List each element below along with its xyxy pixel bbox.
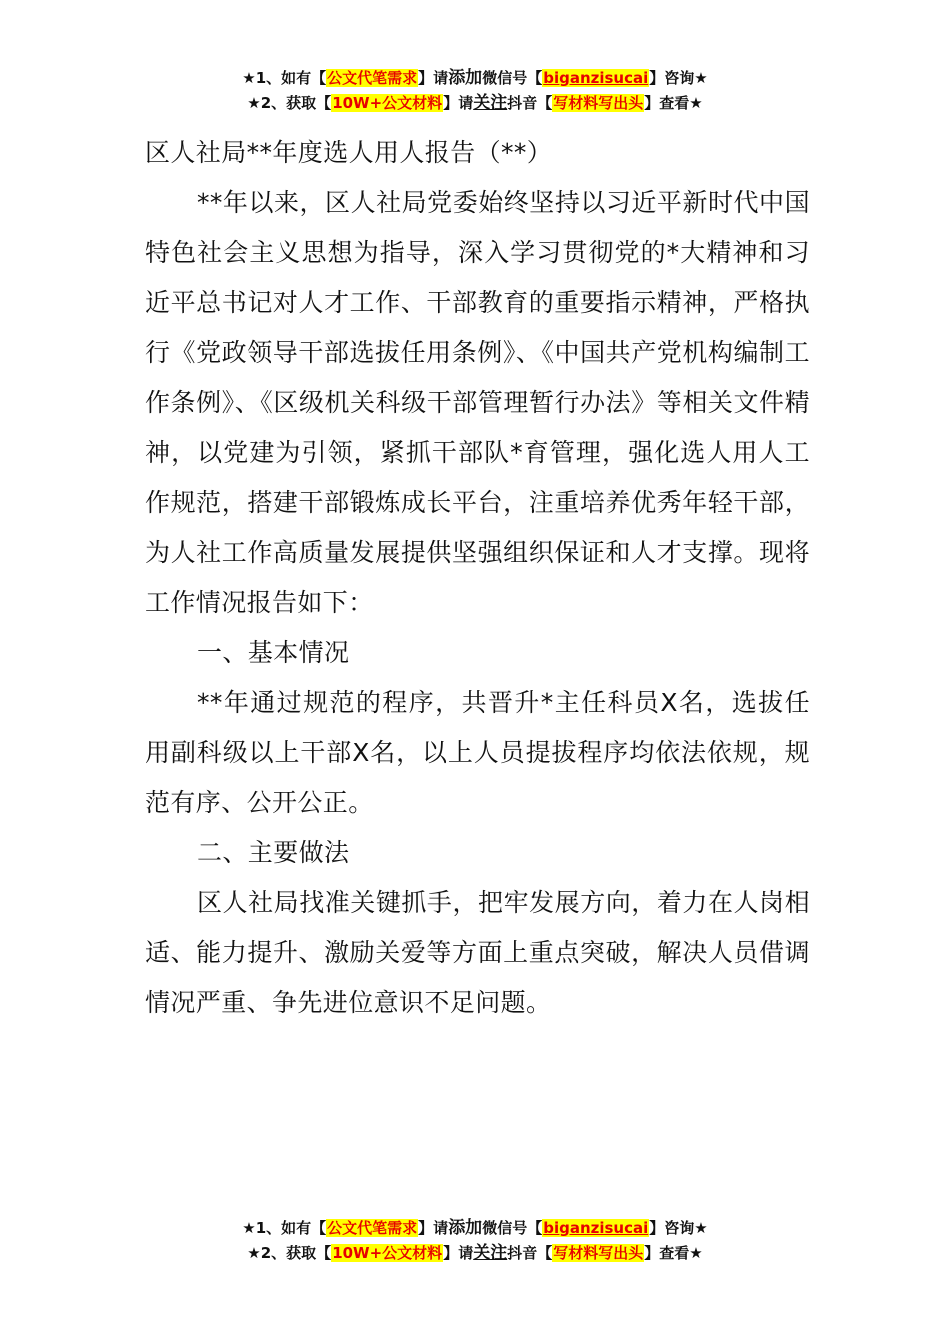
promo-text: 抖音【 bbox=[507, 94, 553, 112]
star-icon: ★ bbox=[694, 69, 708, 87]
promo-line-1 bbox=[0, 66, 950, 91]
emphasis-follow: 关注 bbox=[473, 93, 508, 113]
promo-text: 】查看 bbox=[644, 1244, 690, 1262]
emphasis-add: 添加 bbox=[448, 68, 483, 88]
emphasis-follow: 关注 bbox=[473, 1243, 508, 1263]
highlight-materials: 10W+公文材料 bbox=[332, 94, 443, 112]
star-icon: ★ bbox=[247, 94, 261, 112]
star-icon: ★ bbox=[689, 94, 703, 112]
highlight-service: 公文代笔需求 bbox=[327, 69, 418, 87]
promo-text: 2、获取【 bbox=[260, 94, 332, 112]
intro-paragraph: **年以来，区人社局党委始终坚持以习近平新时代中国特色社会主义思想为指导，深入学习贯彻党的*大精神和习近平总书记对人才工作、干部教育的重要指示精神，严格执行《党政领导干部选拔任用条例》、《中国共产党机构编制工作条例》、《区级机关科级干部管理暂行办法》等相关文件精神，以党建为引领，紧抓干部队*育管理，强化选人用人工作规范，搭建干部锻炼成长平台，注重培养优秀年轻干部，为人社工作高质量发展提供坚强组织保证和人才支撑。现将工作情况报告如下： bbox=[145, 188, 810, 617]
promo-line-2 bbox=[0, 1241, 950, 1266]
section2-paragraph: 区人社局找准关键抓手，把牢发展方向，着力在人岗相适、能力提升、激励关爱等方面上重点突破，解决人员借调情况严重、争先进位意识不足问题。 bbox=[145, 888, 810, 1017]
douyin-account-link[interactable]: 写材料写出头 bbox=[553, 1244, 644, 1262]
wechat-id-link[interactable]: biganzisucai bbox=[543, 1219, 649, 1237]
promo-text: 】请 bbox=[443, 1244, 474, 1262]
document-body bbox=[145, 128, 810, 1028]
section1-paragraph: **年通过规范的程序，共晋升*主任科员X名，选拔任用副科级以上干部X名，以上人员提拔程序均依法依规，规范有序、公开公正。 bbox=[145, 688, 810, 817]
emphasis-add: 添加 bbox=[448, 1218, 483, 1238]
star-icon: ★ bbox=[242, 1219, 256, 1237]
promo-text: 】查看 bbox=[644, 94, 690, 112]
promo-text: 微信号【 bbox=[482, 1219, 543, 1237]
promo-line-1 bbox=[0, 1216, 950, 1241]
promo-text: 2、获取【 bbox=[260, 1244, 332, 1262]
star-icon: ★ bbox=[242, 69, 256, 87]
promo-line-2 bbox=[0, 91, 950, 116]
star-icon: ★ bbox=[689, 1244, 703, 1262]
star-icon: ★ bbox=[694, 1219, 708, 1237]
promo-text: 】请 bbox=[418, 1219, 449, 1237]
document-title: 区人社局**年度选人用人报告（**） bbox=[145, 138, 553, 167]
douyin-account-link[interactable]: 写材料写出头 bbox=[553, 94, 644, 112]
promo-text: 】请 bbox=[418, 69, 449, 87]
promo-text: 1、如有【 bbox=[255, 69, 327, 87]
promo-text: 】咨询 bbox=[649, 1219, 695, 1237]
promo-text: 】请 bbox=[443, 94, 474, 112]
promo-banner-top bbox=[0, 66, 950, 116]
promo-text: 】咨询 bbox=[649, 69, 695, 87]
wechat-id-link[interactable]: biganzisucai bbox=[543, 69, 649, 87]
promo-text: 1、如有【 bbox=[255, 1219, 327, 1237]
promo-banner-bottom bbox=[0, 1216, 950, 1266]
promo-text: 抖音【 bbox=[507, 1244, 553, 1262]
highlight-service: 公文代笔需求 bbox=[327, 1219, 418, 1237]
highlight-materials: 10W+公文材料 bbox=[332, 1244, 443, 1262]
section1-heading: 一、基本情况 bbox=[197, 638, 350, 667]
section2-heading: 二、主要做法 bbox=[197, 838, 350, 867]
promo-text: 微信号【 bbox=[482, 69, 543, 87]
star-icon: ★ bbox=[247, 1244, 261, 1262]
